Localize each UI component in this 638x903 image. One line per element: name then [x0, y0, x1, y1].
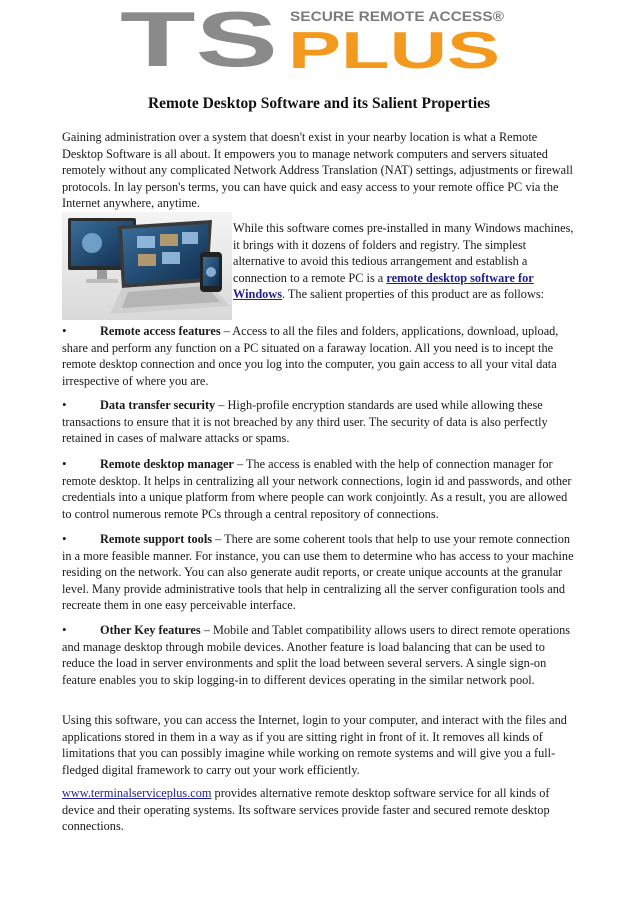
bullet-term: Data transfer security	[100, 398, 216, 412]
bullet-desktop-manager	[62, 456, 578, 522]
devices-illustration	[62, 212, 232, 320]
intro-paragraph: Gaining administration over a system that doesn't exist in your nearby location is what a Remote Desktop Software is all about. It empowers you to manage network computers and servers situated remotely without any complicated Network Address Translation (NAT) settings, adjustments or firewall protocols. In lay person's terms, you can have quick and easy access to your remote office PC via the Internet anywhere, anytime.	[62, 130, 573, 211]
bullet-text: – High-profile encryption standards are used while allowing these transactions to ensure that it is not breached by any third user. The security of data is also perfectly retained in cases of malware attacks or spams.	[62, 398, 548, 446]
bullet-text: – There are some coherent tools that help to use your remote connection in a more feasible manner. For instance, you can use them to determine who has access to your machine residing on the network. You can also generate audit reports, or create unique accounts at the granular level. Many provide administrative tools that help in centralizing all the server configuration tools and recreate them in one easy perceivable interface.	[62, 532, 574, 613]
bullet-symbol: •	[62, 622, 67, 637]
terminalserviceplus-link[interactable]: www.terminalserviceplus.com	[62, 786, 212, 800]
bullet-text: – Mobile and Tablet compatibility allows users to direct remote operations and manage desktop through mobile devices. Another feature is load balancing that can be used to reduce the load in server environments and split the load between several servers. A single sign-on feature enables you to skip logging-in to different devices operating in the similar network pool.	[62, 623, 571, 687]
bullet-text: – Access to all the files and folders, applications, download, upload, share and perform any function on a PC situated on a faraway location. All you need is to incept the remote desktop connection and once you log into the computer, you gain access to all your vital data irrespective of where you are.	[62, 324, 559, 388]
side-paragraph	[233, 220, 578, 303]
bullet-symbol: •	[62, 397, 67, 412]
bullet-support-tools	[62, 531, 578, 614]
tsplus-logo	[118, 4, 510, 72]
bullet-symbol: •	[62, 531, 67, 546]
logo-ts: TS	[120, 4, 278, 72]
bullet-term: Other Key features	[100, 623, 201, 637]
bullet-symbol: •	[62, 323, 67, 338]
bullet-remote-access	[62, 323, 578, 389]
footer-text: provides alternative remote desktop software service for all kinds of device and their operating systems. Its software services provide faster and secured remote desktop connections.	[62, 786, 550, 834]
side-text-after: . The salient properties of this product are as follows:	[281, 287, 545, 302]
bullet-other-features	[62, 622, 578, 688]
logo-tagline: SECURE REMOTE ACCESS®	[290, 8, 505, 24]
bullet-term: Remote support tools	[100, 532, 213, 546]
bullet-term: Remote desktop manager	[100, 457, 234, 471]
page-title: Remote Desktop Software and its Salient Properties	[147, 95, 491, 112]
bullet-data-transfer	[62, 397, 578, 447]
footer-paragraph	[62, 785, 578, 835]
closing-paragraph: Using this software, you can access the Internet, login to your computer, and interact with the files and applications stored in them in a way as if you are sitting right in front of it. It removes all kinds of limitations that you can possibly imagine while working on remote systems and will give you a full-fledged digital framework to carry out your work efficiently.	[62, 713, 567, 777]
logo-plus: PLUS	[288, 22, 500, 72]
bullet-symbol: •	[62, 456, 67, 471]
bullet-text: – The access is enabled with the help of connection manager for remote desktop. It helps in centralizing all your network connections, login id and passwords, and other credentials into a unique platform from where people can work conjointly. As a result, you are allowed to control numerous remote PCs through a central repository of connections.	[62, 457, 572, 521]
bullet-term: Remote access features	[100, 324, 221, 338]
phone-icon	[200, 252, 222, 292]
side-text-before: While this software comes pre-installed in many Windows machines, it brings with it dozens of folders and registry. The simplest alternative to avoid this tedious arrangement and establish a connection to a remote PC is a	[233, 221, 574, 285]
remote-desktop-link[interactable]: remote desktop software for Windows	[233, 270, 534, 302]
